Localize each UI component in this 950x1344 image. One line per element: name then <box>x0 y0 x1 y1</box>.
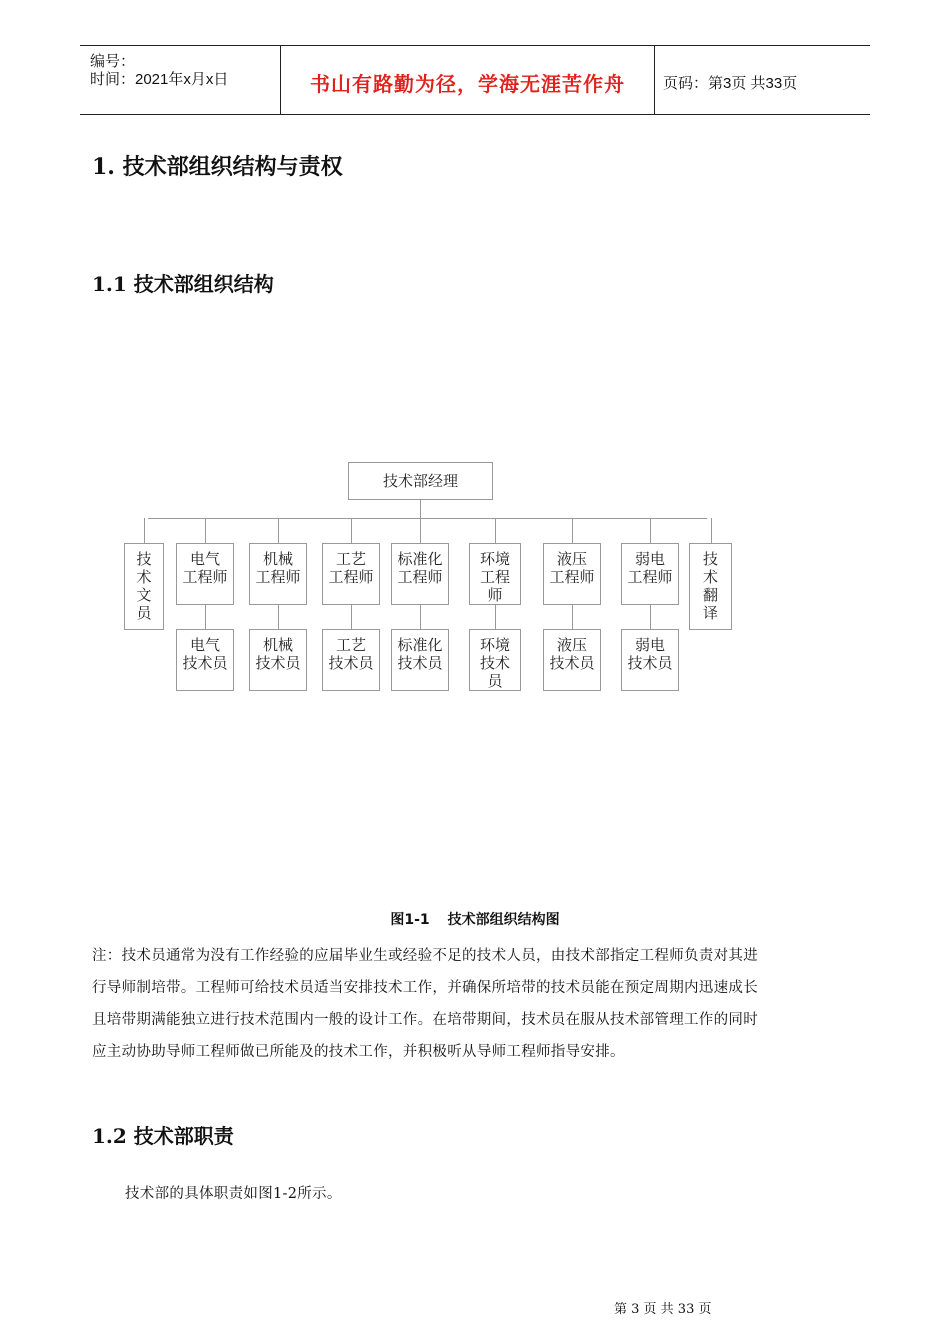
figure-title: 技术部组织结构图 <box>447 912 560 928</box>
org-box-text-line: 技 <box>702 550 718 568</box>
org-child-line <box>351 605 352 629</box>
org-top-box <box>689 543 732 630</box>
org-bottom-box <box>543 629 601 691</box>
section-1-2-text: 技术部的具体职责如图1-2所示。 <box>125 1186 342 1202</box>
org-child-line <box>278 605 279 629</box>
org-top-box <box>543 543 601 605</box>
org-child-line <box>572 605 573 629</box>
org-top-box <box>391 543 449 605</box>
org-branch-line <box>572 518 573 543</box>
org-box-text-line: 技术员 <box>182 654 228 672</box>
org-box-text-line: 工程师 <box>328 568 374 586</box>
org-bottom-box <box>391 629 449 691</box>
figure-caption <box>0 909 950 929</box>
note-paragraph <box>92 940 862 1068</box>
section-heading-1-1: 1.1 技术部组织结构 <box>92 272 274 296</box>
org-branch-line <box>650 518 651 543</box>
org-box-text-line: 技术员 <box>397 654 443 672</box>
org-box-text-line: 弱电 <box>634 636 665 654</box>
org-box-text-line: 技术员 <box>627 654 673 672</box>
org-box-text-line: 机械 <box>262 550 293 568</box>
org-top-box <box>249 543 307 605</box>
org-box-text-line: 翻 <box>702 586 718 604</box>
header-page-code: 页码：第3页 共33页 <box>663 75 798 92</box>
org-box-text-line: 标准化 <box>397 550 443 568</box>
org-box-text-line: 机械 <box>262 636 293 654</box>
org-box-text-line: 标准化 <box>397 636 443 654</box>
org-box-text-line: 员 <box>136 604 152 622</box>
org-box-text-line: 技 <box>136 550 152 568</box>
org-branch-line <box>495 518 496 543</box>
org-box-text-line: 文 <box>136 586 152 604</box>
figure-number: 图1-1 <box>390 912 430 928</box>
org-bottom-box <box>249 629 307 691</box>
org-top-box <box>176 543 234 605</box>
org-branch-line <box>420 518 421 543</box>
chapter-heading: 1. 技术部组织结构与责权 <box>92 154 343 180</box>
org-box-text-line: 术 <box>136 568 152 586</box>
org-top-box <box>469 543 521 605</box>
org-root-label: 技术部经理 <box>382 472 458 490</box>
org-branch-line <box>711 518 712 543</box>
org-branch-line <box>351 518 352 543</box>
org-child-line <box>205 605 206 629</box>
org-box-text-line: 工程 <box>479 568 510 586</box>
org-box-text-line: 工艺 <box>335 636 366 654</box>
org-box-text-line: 员 <box>487 672 503 690</box>
header-motto: 书山有路勤为径，学海无涯苦作舟 <box>310 72 625 96</box>
section-heading-1-2: 1.2 技术部职责 <box>92 1124 234 1148</box>
org-child-line <box>650 605 651 629</box>
org-top-box <box>124 543 164 630</box>
org-box-text-line: 电气 <box>189 636 220 654</box>
document-number-label: 编号： <box>90 53 136 70</box>
note-line: 应主动协助导师工程师做已所能及的技术工作，并积极听从导师工程师指导安排。 <box>92 1044 625 1060</box>
org-branch-line <box>278 518 279 543</box>
org-trunk-line <box>420 500 421 518</box>
note-line: 注：技术员通常为没有工作经验的应届毕业生或经验不足的技术人员，由技术部指定工程师负责对其进 <box>92 948 758 964</box>
org-box-text-line: 电气 <box>189 550 220 568</box>
note-line: 行导师制培带。工程师可给技术员适当安排技术工作，并确保所培带的技术员能在预定周期内迅速成长 <box>92 980 758 996</box>
org-box-text-line: 工程师 <box>397 568 443 586</box>
org-box-text-line: 译 <box>702 604 718 622</box>
org-bottom-box <box>469 629 521 691</box>
page-footer: 第 3 页 共 33 页 <box>614 1302 712 1317</box>
org-box-text-line: 技术员 <box>549 654 595 672</box>
org-child-line <box>420 605 421 629</box>
org-box-text-line: 弱电 <box>634 550 665 568</box>
org-box-text-line: 技术员 <box>255 654 301 672</box>
org-box-text-line: 环境 <box>479 636 510 654</box>
org-bottom-box <box>322 629 380 691</box>
org-box-text-line: 师 <box>487 586 503 604</box>
org-bus-line <box>148 518 707 519</box>
org-box-text-line: 技术员 <box>328 654 374 672</box>
org-box-text-line: 术 <box>702 568 718 586</box>
org-box-text-line: 环境 <box>479 550 510 568</box>
org-bottom-box <box>621 629 679 691</box>
org-branch-line <box>144 518 145 543</box>
org-box-text-line: 技术 <box>479 654 510 672</box>
org-box-text-line: 工程师 <box>549 568 595 586</box>
org-branch-line <box>205 518 206 543</box>
org-box-text-line: 液压 <box>556 550 587 568</box>
org-bottom-box <box>176 629 234 691</box>
org-box-text-line: 工程师 <box>182 568 228 586</box>
note-line: 且培带期满能独立进行技术范围内一般的设计工作。在培带期间，技术员在服从技术部管理工作的同时 <box>92 1012 758 1028</box>
org-root-box <box>348 462 493 500</box>
org-box-text-line: 工艺 <box>335 550 366 568</box>
org-box-text-line: 工程师 <box>627 568 673 586</box>
org-box-text-line: 液压 <box>556 636 587 654</box>
org-box-text-line: 工程师 <box>255 568 301 586</box>
document-date: 时间：2021年x月x日 <box>90 71 229 88</box>
org-child-line <box>495 605 496 629</box>
org-top-box <box>322 543 380 605</box>
org-top-box <box>621 543 679 605</box>
